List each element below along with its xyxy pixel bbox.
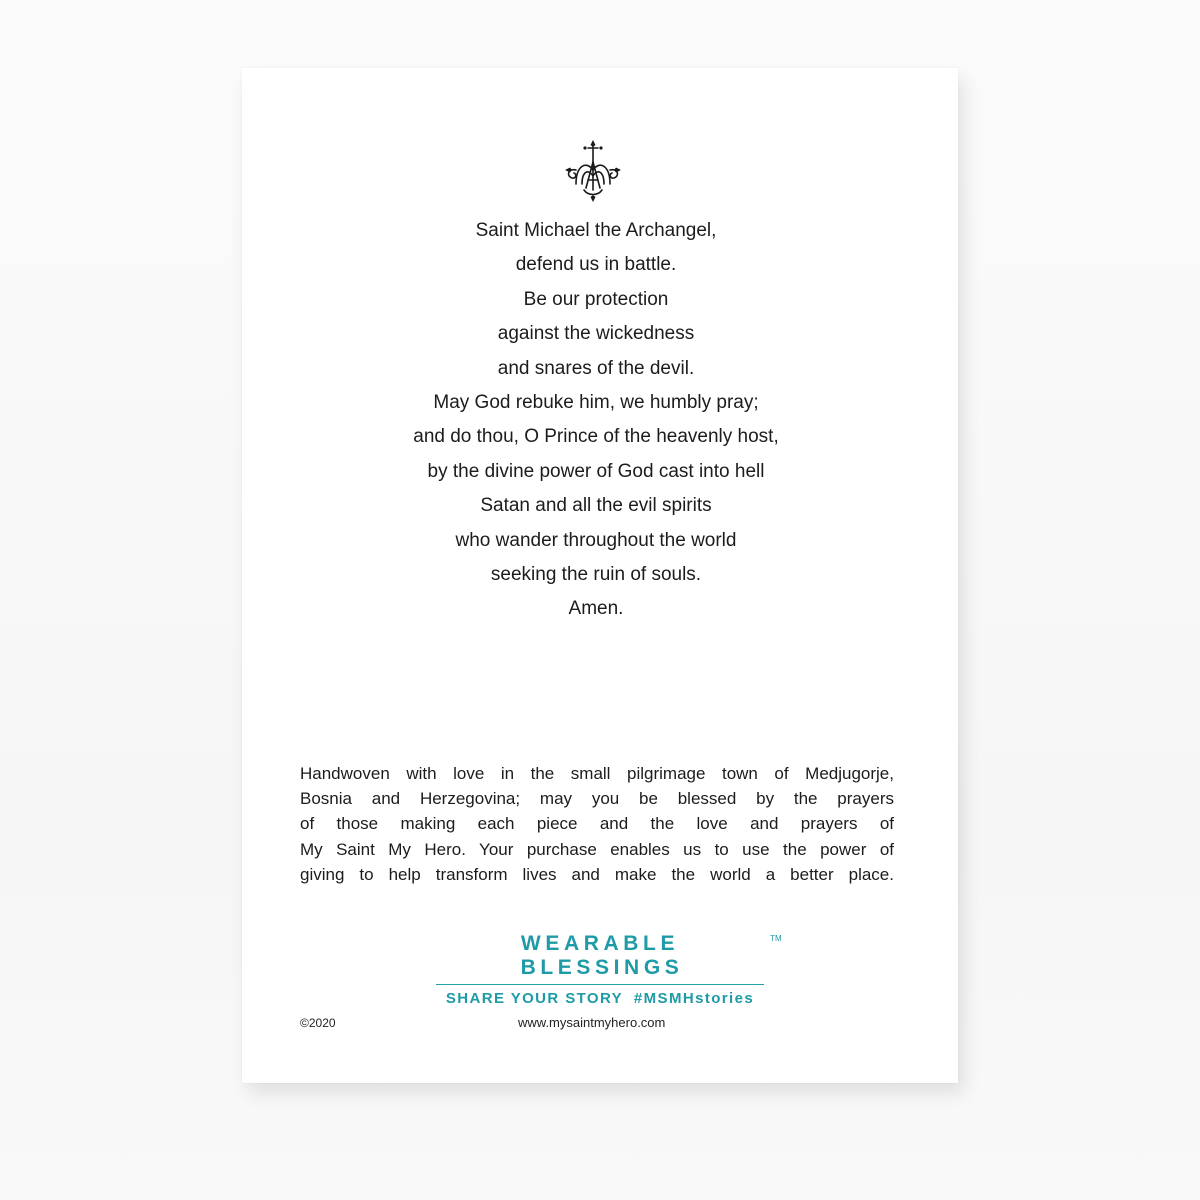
prayer-line: and snares of the devil. bbox=[497, 357, 695, 379]
prayer-line: defend us in battle. bbox=[515, 254, 677, 276]
prayer-line: May God rebuke him, we humbly pray; bbox=[433, 392, 759, 414]
prayer-line: against the wickedness bbox=[497, 323, 695, 345]
prayer-line: Be our protection bbox=[523, 288, 669, 310]
prayer-card bbox=[242, 68, 958, 1083]
prayer-line: and do thou, O Prince of the heavenly host, bbox=[413, 426, 779, 448]
brand-title-underline bbox=[436, 932, 782, 985]
description-line: Bosnia and Herzegovina; may you be blessed by the prayers bbox=[300, 789, 894, 809]
prayer-text bbox=[300, 214, 892, 627]
copyright-notice: ©2020 bbox=[300, 1016, 336, 1030]
trademark-mark: TM bbox=[770, 934, 782, 943]
description-line: My Saint My Hero. Your purchase enables us to use the power of bbox=[300, 839, 894, 859]
brand-tagline: SHARE YOUR STORY #MSMHstories bbox=[445, 990, 755, 1007]
marian-monogram-icon bbox=[562, 140, 624, 202]
prayer-line: Amen. bbox=[568, 598, 624, 620]
prayer-line: who wander throughout the world bbox=[455, 529, 737, 551]
brand-title: WEARABLE BLESSINGS bbox=[520, 932, 684, 979]
website-url: www.mysaintmyhero.com bbox=[518, 1015, 666, 1030]
description-line: of those making each piece and the love and prayers of bbox=[300, 814, 894, 834]
prayer-line: by the divine power of God cast into hell bbox=[427, 460, 765, 482]
brand-block bbox=[242, 932, 958, 1007]
prayer-line: Saint Michael the Archangel, bbox=[475, 220, 717, 241]
description-paragraph bbox=[300, 761, 894, 887]
prayer-line: seeking the ruin of souls. bbox=[490, 564, 702, 586]
description-line: Handwoven with love in the small pilgrimage town of Medjugorje, bbox=[300, 764, 894, 783]
prayer-line: Satan and all the evil spirits bbox=[480, 495, 712, 517]
description-line: giving to help transform lives and make the world a better place. bbox=[300, 864, 894, 884]
